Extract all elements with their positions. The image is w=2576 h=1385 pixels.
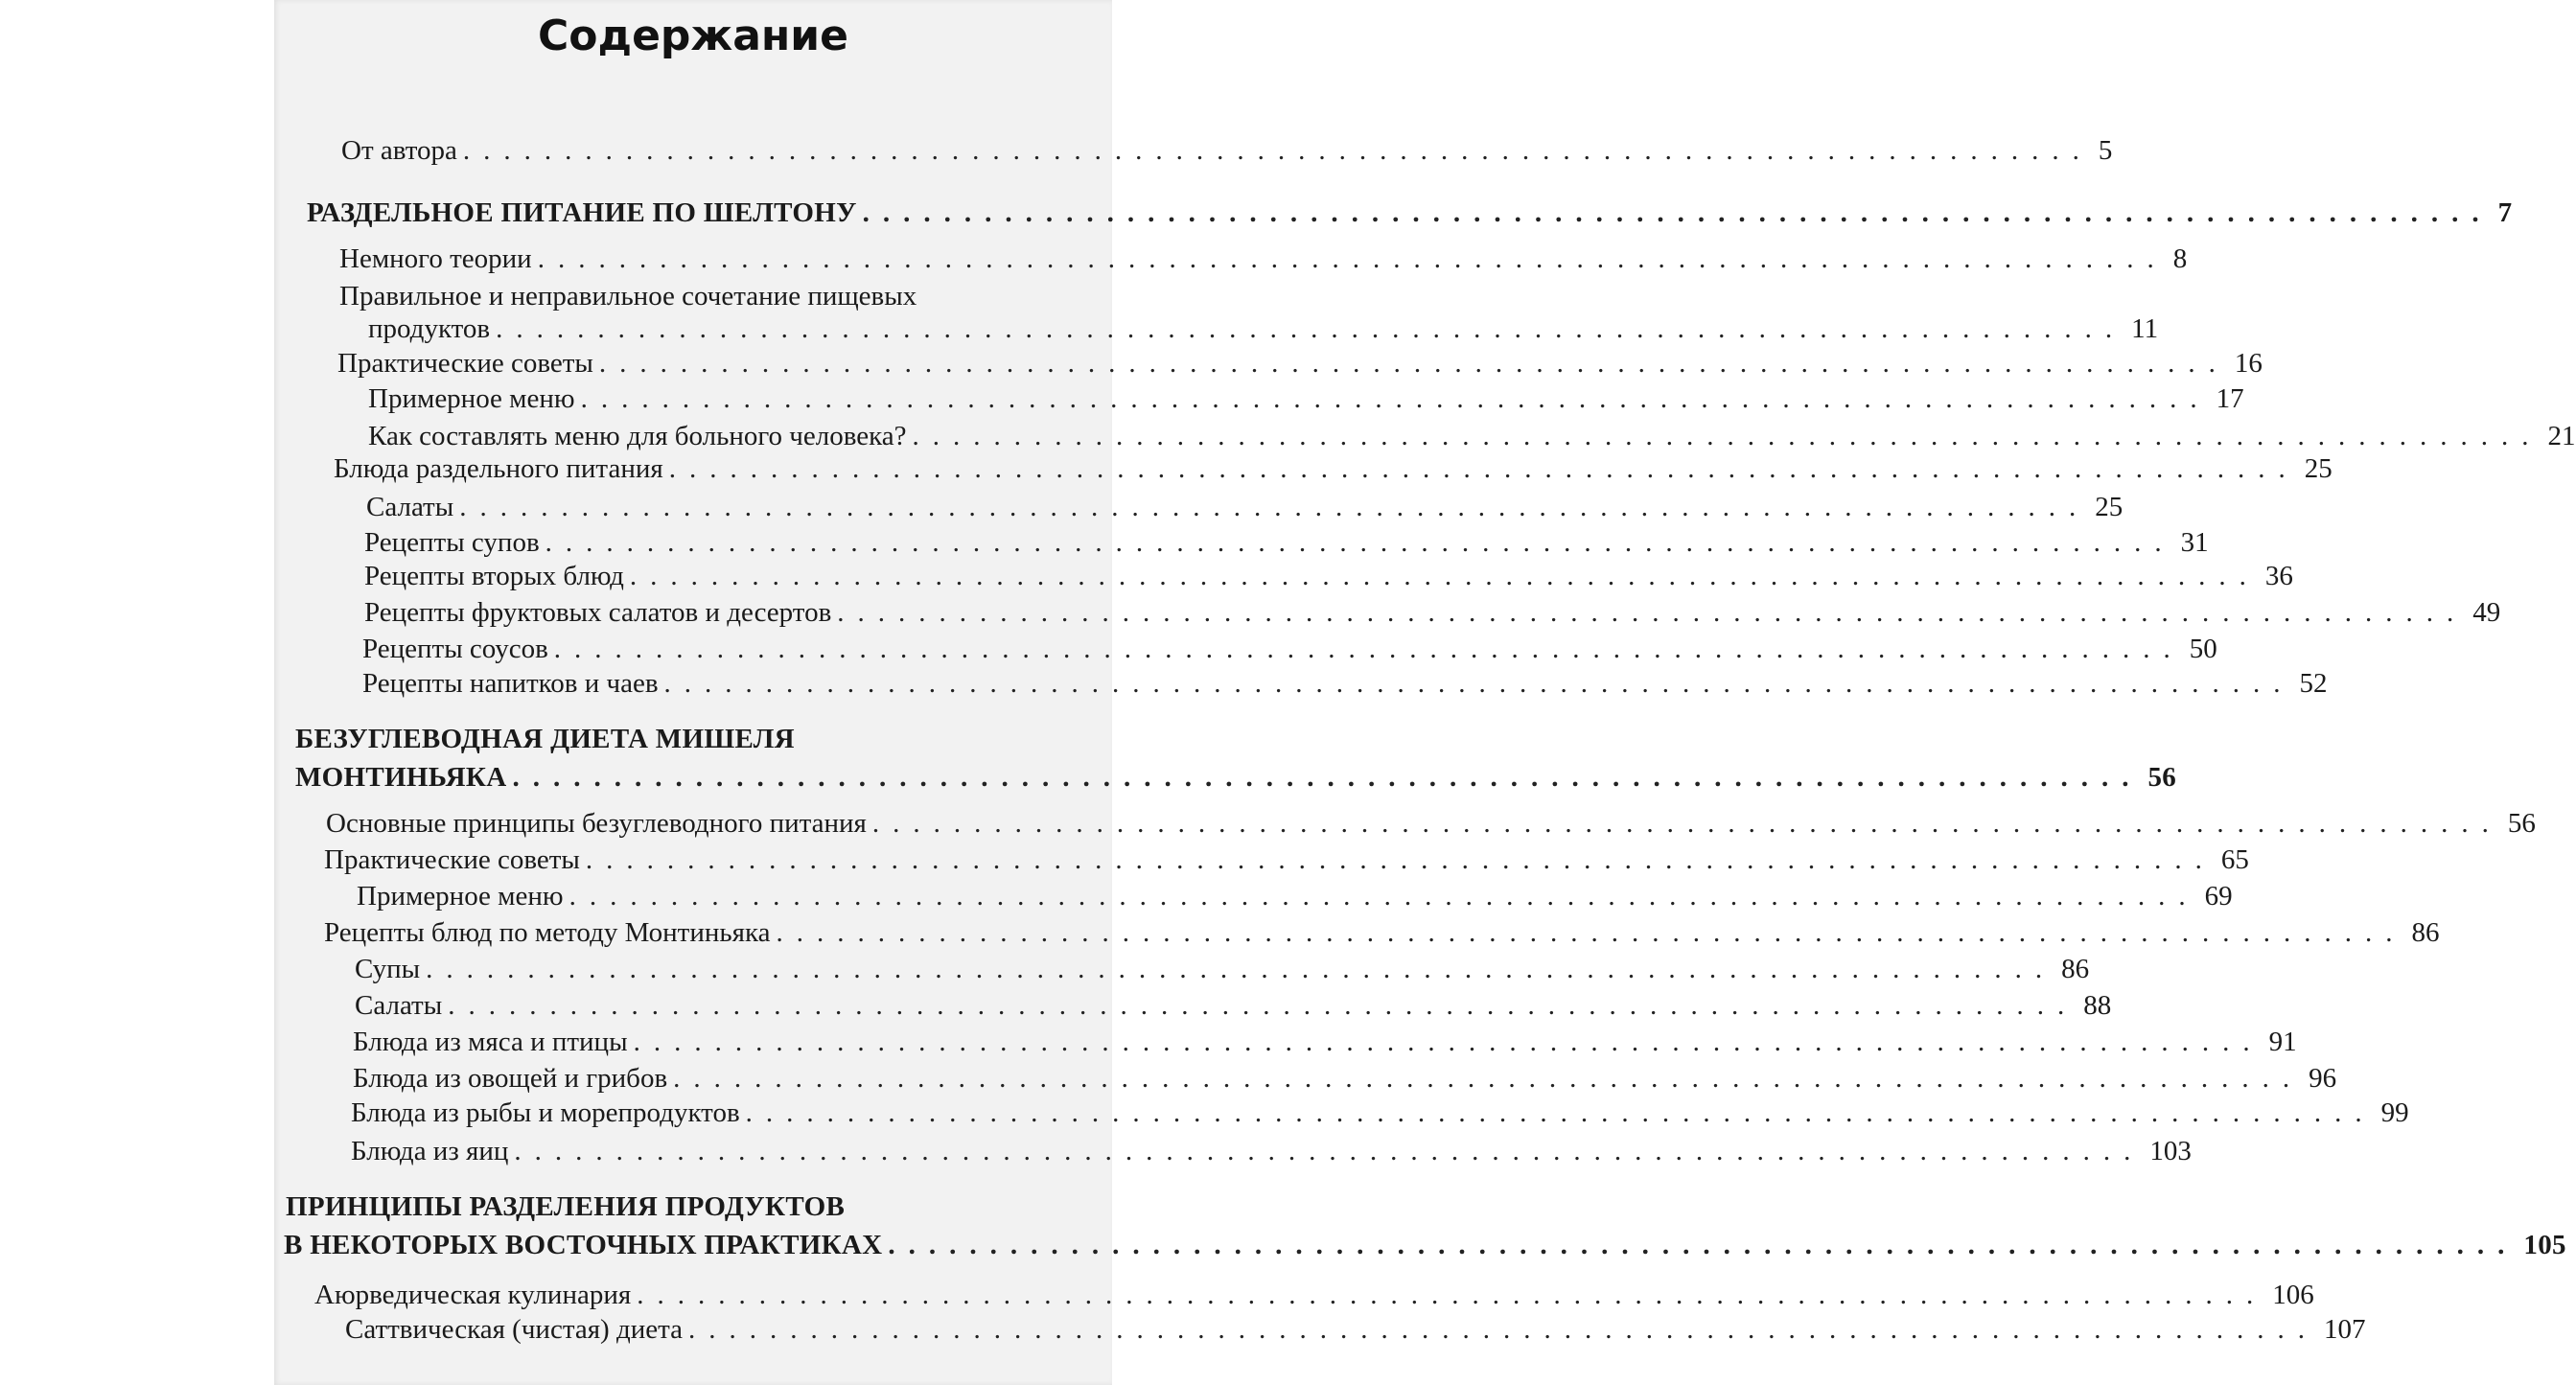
leader-dots: ................................................................................ <box>598 348 2229 379</box>
toc-entry-title: Правильное и неправильное сочетание пищевых <box>339 281 917 312</box>
toc-entry-title: Как составлять меню для больного человека? <box>368 421 907 451</box>
toc-entry-title: От автора <box>341 135 457 166</box>
leader-dots: ................................................................................ <box>871 808 2502 839</box>
toc-entry <box>366 491 2123 523</box>
toc-page-number: 52 <box>2299 668 2328 699</box>
leader-dots: ................................................................................ <box>537 243 2168 274</box>
leader-dots: ................................................................................ <box>512 762 2143 793</box>
toc-entry <box>307 196 2513 229</box>
toc-page-number: 105 <box>2523 1230 2566 1260</box>
toc-entry-title: Аюрведическая кулинария <box>314 1280 632 1310</box>
leader-dots: ................................................................................ <box>673 1063 2304 1094</box>
toc-entry <box>368 312 2159 345</box>
toc-entry <box>364 526 2209 559</box>
toc-page-number: 99 <box>2380 1097 2409 1128</box>
toc-entry-title: Блюда из мяса и птицы <box>353 1027 628 1057</box>
toc-page-number: 56 <box>2147 762 2177 793</box>
toc-page-number: 50 <box>2189 634 2217 664</box>
toc-entry <box>355 989 2112 1022</box>
leader-dots: ................................................................................ <box>633 1027 2263 1057</box>
toc-entry-title: Рецепты напитков и чаев <box>362 668 659 699</box>
toc-entry <box>368 382 2244 415</box>
book-page <box>274 0 2576 1385</box>
toc-entry-title: В НЕКОТОРЫХ ВОСТОЧНЫХ ПРАКТИКАХ <box>284 1230 883 1260</box>
toc-page-number: 86 <box>2061 954 2090 984</box>
toc-page-number: 49 <box>2472 597 2501 628</box>
toc-page-number: 8 <box>2172 243 2188 274</box>
toc-page-number: 106 <box>2272 1280 2314 1310</box>
toc-page-number: 86 <box>2411 917 2440 948</box>
toc-page-number: 17 <box>2216 383 2244 414</box>
page-title: Содержание <box>538 12 848 60</box>
toc-entry-title: Блюда раздельного питания <box>334 453 663 484</box>
toc-entry-title: Рецепты фруктовых салатов и десертов <box>364 597 832 628</box>
toc-entry-title: Блюда из яиц <box>351 1136 509 1166</box>
toc-page-number: 91 <box>2268 1027 2297 1057</box>
toc-entry-title: Блюда из овощей и грибов <box>353 1063 668 1094</box>
toc-entry <box>326 807 2536 840</box>
toc-entry-title: МОНТИНЬЯКА <box>295 762 507 793</box>
toc-entry <box>368 420 2576 452</box>
toc-entry <box>364 596 2501 629</box>
toc-page-number: 25 <box>2095 492 2123 522</box>
leader-dots: ................................................................................ <box>776 917 2406 948</box>
toc-page-number: 21 <box>2547 421 2576 451</box>
toc-page-number: 96 <box>2309 1063 2337 1094</box>
toc-entry <box>351 1135 2192 1167</box>
leader-dots: ................................................................................ <box>688 1314 2319 1345</box>
leader-dots: ................................................................................ <box>912 421 2542 451</box>
leader-dots: ................................................................................ <box>448 990 2078 1021</box>
toc-entry <box>339 280 1093 312</box>
toc-entry-title: Блюда из рыбы и морепродуктов <box>351 1097 740 1128</box>
toc-entry-title: Саттвическая (чистая) диета <box>345 1314 684 1345</box>
leader-dots: ................................................................................ <box>580 383 2211 414</box>
leader-dots: ................................................................................ <box>514 1136 2145 1166</box>
toc-entry-title: Рецепты вторых блюд <box>364 561 624 591</box>
toc-entry <box>295 761 2177 794</box>
toc-entry <box>351 1096 2409 1129</box>
toc-page-number: 36 <box>2264 561 2293 591</box>
toc-entry-title: Супы <box>355 954 421 984</box>
leader-dots: ................................................................................ <box>496 313 2126 344</box>
leader-dots: ................................................................................ <box>545 527 2175 558</box>
toc-entry <box>337 347 2263 380</box>
toc-page-number: 7 <box>2497 197 2513 228</box>
leader-dots: ................................................................................ <box>745 1097 2376 1128</box>
toc-entry-title: Рецепты блюд по методу Монтиньяка <box>324 917 771 948</box>
toc-page-number: 56 <box>2507 808 2536 839</box>
leader-dots: ................................................................................ <box>585 844 2216 875</box>
leader-dots: ................................................................................ <box>663 668 2294 699</box>
toc-entry <box>286 1190 1093 1223</box>
toc-entry-title: Рецепты супов <box>364 527 540 558</box>
toc-entry <box>362 667 2328 700</box>
toc-page-number: 11 <box>2131 313 2159 344</box>
leader-dots: ................................................................................ <box>426 954 2056 984</box>
leader-dots: ................................................................................ <box>459 492 2090 522</box>
toc-page-number: 25 <box>2304 453 2332 484</box>
toc-page-number: 107 <box>2324 1314 2366 1345</box>
toc-entry <box>334 452 2332 485</box>
toc-entry-title: Основные принципы безуглеводного питания <box>326 808 867 839</box>
toc-entry <box>284 1229 2566 1261</box>
toc-entry <box>324 916 2440 949</box>
leader-dots: ................................................................................ <box>629 561 2260 591</box>
leader-dots: ................................................................................ <box>462 135 2093 166</box>
toc-entry-title: продуктов <box>368 313 491 344</box>
leader-dots: ................................................................................ <box>888 1230 2518 1260</box>
toc-entry <box>362 633 2217 665</box>
toc-entry-title: Салаты <box>366 492 454 522</box>
toc-entry-title: Рецепты соусов <box>362 634 548 664</box>
toc-entry <box>355 953 2090 985</box>
toc-entry-title: Практические советы <box>337 348 593 379</box>
toc-page-number: 31 <box>2180 527 2209 558</box>
toc-entry-title: Примерное меню <box>368 383 575 414</box>
toc-page-number: 16 <box>2234 348 2263 379</box>
leader-dots: ................................................................................ <box>668 453 2299 484</box>
toc-page-number: 103 <box>2149 1136 2192 1166</box>
toc-entry-title: Практические советы <box>324 844 580 875</box>
toc-page-number: 5 <box>2098 135 2113 166</box>
toc-page-number: 88 <box>2083 990 2112 1021</box>
toc-entry <box>339 242 2188 275</box>
leader-dots: ................................................................................ <box>553 634 2184 664</box>
toc-entry-title: Салаты <box>355 990 443 1021</box>
toc-entry-title: Примерное меню <box>357 881 564 912</box>
toc-page-number: 69 <box>2204 881 2233 912</box>
toc-entry <box>295 723 1093 755</box>
toc-entry-title: РАЗДЕЛЬНОЕ ПИТАНИЕ ПО ШЕЛТОНУ <box>307 197 857 228</box>
toc-entry <box>353 1026 2297 1058</box>
toc-entry-title: ПРИНЦИПЫ РАЗДЕЛЕНИЯ ПРОДУКТОВ <box>286 1191 846 1222</box>
toc-entry <box>364 560 2293 592</box>
toc-page-number: 65 <box>2220 844 2249 875</box>
leader-dots: ................................................................................ <box>862 197 2493 228</box>
leader-dots: ................................................................................ <box>637 1280 2267 1310</box>
toc-entry <box>345 1313 2366 1346</box>
toc-entry <box>353 1062 2337 1095</box>
toc-entry <box>357 880 2233 912</box>
toc-entry <box>314 1279 2314 1311</box>
toc-entry <box>324 843 2249 876</box>
toc-entry-title: БЕЗУГЛЕВОДНАЯ ДИЕТА МИШЕЛЯ <box>295 724 795 754</box>
toc-entry-title: Немного теории <box>339 243 532 274</box>
leader-dots: ................................................................................ <box>837 597 2468 628</box>
leader-dots: ................................................................................ <box>569 881 2199 912</box>
table-of-contents <box>274 0 2576 1385</box>
toc-entry <box>341 134 2113 167</box>
